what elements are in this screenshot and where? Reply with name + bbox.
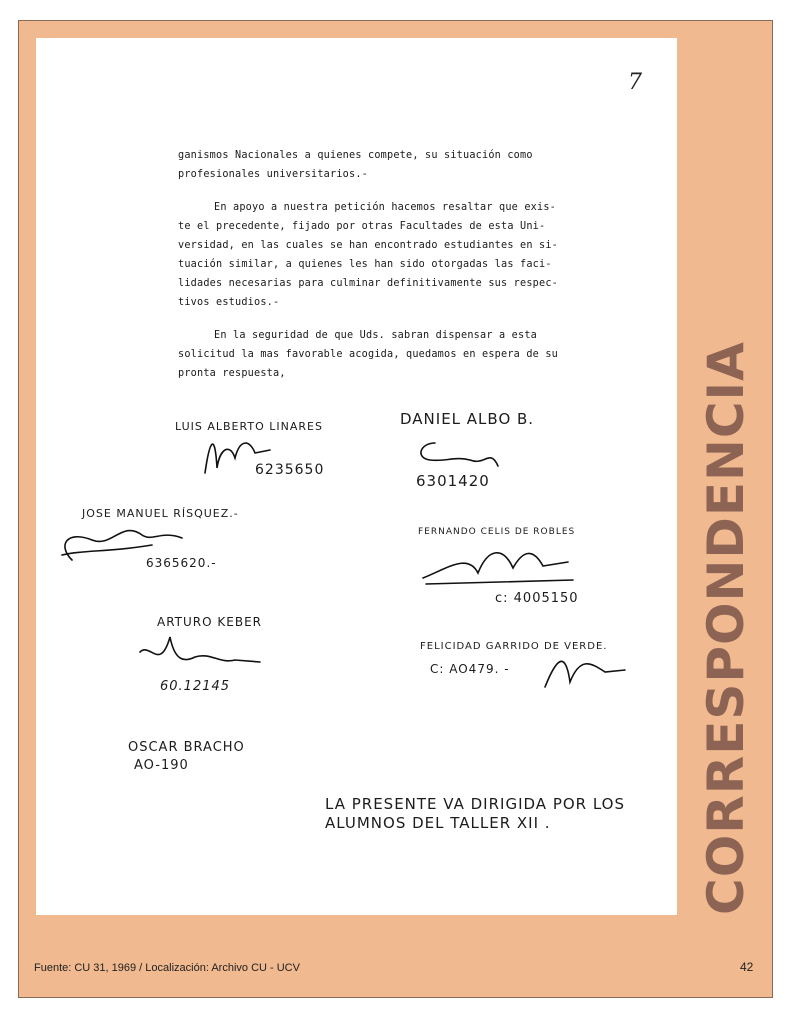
signature-id-1: 6235650 [255, 462, 325, 478]
signature-scrawl-4 [418, 538, 578, 588]
signature-name-4: FERNANDO CELIS DE ROBLES [418, 527, 576, 537]
typed-letter-body [178, 146, 598, 397]
closing-note-line-1: LA PRESENTE VA DIRIGIDA POR LOS [325, 795, 626, 813]
signature-scrawl-5 [135, 632, 265, 677]
signature-name-7: OSCAR BRACHO [128, 740, 245, 755]
paragraph-3: En la seguridad de que Uds. sabran dispensar a esta solicitud la mas favorable acogida, quedamos en espera de su pronta respuesta, [178, 330, 559, 379]
side-title-text: CORRESPONDENCIA [697, 341, 755, 915]
paragraph-2: En apoyo a nuestra petición hacemos resaltar que exis- te el precedente, fijado por otras Facultades de esta Uni- versidad, en las cuales se han encontrado estudiantes en si- tuación similar, a quienes les han sido otorgadas las faci- lidades necesarias para culminar definitivamente sus respec- tivos estudios.- [178, 202, 559, 308]
handwritten-page-mark: 7 [628, 70, 642, 95]
footer-source: Fuente: CU 31, 1969 / Localización: Archivo CU - UCV [34, 962, 300, 974]
signature-name-1: LUIS ALBERTO LINARES [175, 420, 323, 433]
signature-scrawl-2 [410, 438, 500, 473]
paragraph-1: ganismos Nacionales a quienes compete, su situación como profesionales universitarios.- [178, 150, 533, 180]
signature-id-5: 60.12145 [160, 679, 231, 694]
signature-name-5: ARTURO KEBER [157, 615, 262, 629]
signature-name-2: DANIEL ALBO B. [400, 410, 535, 428]
signature-id-2: 6301420 [416, 472, 490, 490]
footer-page-number: 42 [740, 960, 754, 974]
signature-name-6: FELICIDAD GARRIDO DE VERDE. [420, 641, 608, 652]
closing-note-line-2: ALUMNOS DEL TALLER XII . [325, 814, 551, 832]
signature-id-3: 6365620.- [146, 556, 217, 570]
signature-id-4: c: 4005150 [495, 591, 579, 606]
signature-id-7: AO-190 [134, 758, 189, 773]
signature-name-3: JOSE MANUEL RÍSQUEZ.- [82, 507, 239, 520]
signature-id-6: C: AO479. - [430, 662, 510, 676]
signature-scrawl-6 [535, 642, 635, 692]
